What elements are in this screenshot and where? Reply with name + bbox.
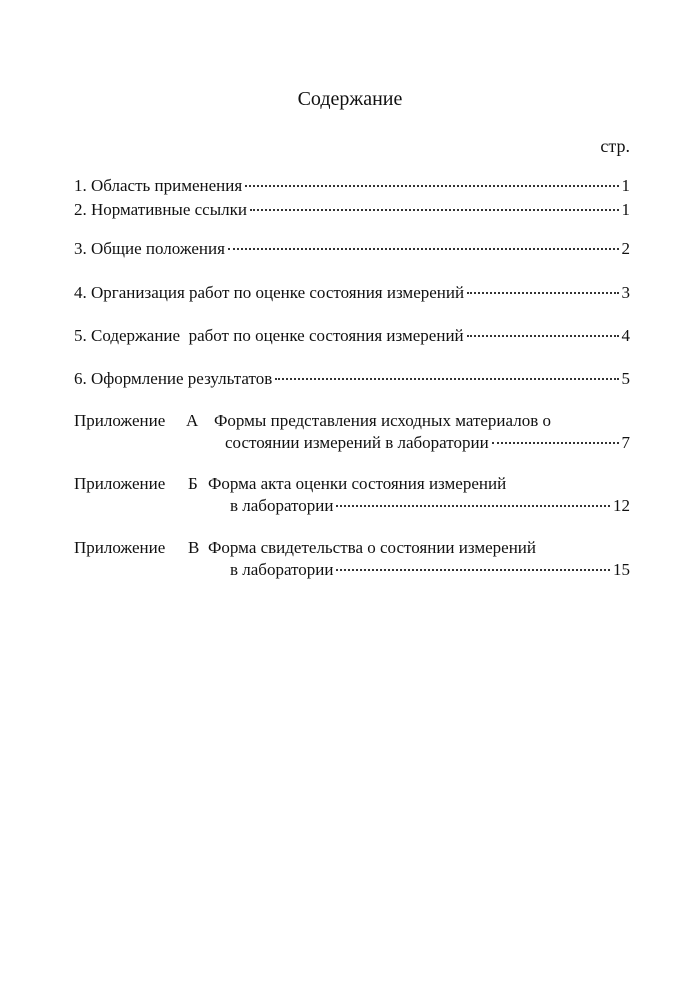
appendix-page: 15 <box>613 560 630 579</box>
appendix-page: 7 <box>621 433 630 452</box>
appendix-entry-continuation[interactable] <box>230 560 630 582</box>
appendix-letter: Б <box>188 474 198 493</box>
appendix-entry-continuation[interactable] <box>225 433 630 455</box>
appendix-letter: А <box>186 411 199 430</box>
appendix-entry-heading[interactable] <box>74 538 630 560</box>
appendix-title-line2: в лаборатории <box>230 560 334 579</box>
appendix-title-line1: Формы представления исходных материалов о <box>214 411 551 430</box>
dot-leader <box>467 335 619 337</box>
toc-entry[interactable] <box>74 283 630 305</box>
toc-entry[interactable] <box>74 239 630 261</box>
appendix-title-line1: Форма акта оценки состояния измерений <box>208 474 507 493</box>
appendix-letter: В <box>188 538 200 557</box>
dot-leader <box>336 569 610 571</box>
dot-leader <box>245 185 618 187</box>
toc-entry-page: 4 <box>621 326 630 345</box>
toc-entry-page: 2 <box>621 239 630 258</box>
toc-entry-page: 5 <box>621 369 630 388</box>
appendix-entry-heading[interactable] <box>74 411 630 433</box>
toc-entry-title: 5. Содержание работ по оценке состояния измерений <box>74 326 464 345</box>
toc-entry-title: 1. Область применения <box>74 176 243 195</box>
appendix-prefix: Приложение <box>74 474 166 493</box>
appendix-prefix: Приложение <box>74 411 166 430</box>
toc-entry-page: 1 <box>621 200 630 219</box>
appendix-title-line2: в лаборатории <box>230 496 334 515</box>
appendix-page: 12 <box>613 496 630 515</box>
toc-entry-page: 1 <box>621 176 630 195</box>
toc-entry-title: 6. Оформление результатов <box>74 369 273 388</box>
dot-leader <box>228 248 619 250</box>
toc-entry[interactable] <box>74 326 630 348</box>
toc-entry-title: 4. Организация работ по оценке состояния измерений <box>74 283 465 302</box>
dot-leader <box>492 442 619 444</box>
appendix-title-line2: состоянии измерений в лаборатории <box>225 433 489 452</box>
toc-entry[interactable] <box>74 369 630 391</box>
page-title: Содержание <box>297 88 403 110</box>
dot-leader <box>250 209 619 211</box>
toc-entry-title: 2. Нормативные ссылки <box>74 200 247 219</box>
appendix-title-line1: Форма свидетельства о состоянии измерений <box>208 538 536 557</box>
appendix-entry-heading[interactable] <box>74 474 630 496</box>
toc-entry-title: 3. Общие положения <box>74 239 225 258</box>
appendix-prefix: Приложение <box>74 538 166 557</box>
dot-leader <box>336 505 610 507</box>
dot-leader <box>275 378 618 380</box>
dot-leader <box>467 292 618 294</box>
toc-entry[interactable] <box>74 200 630 222</box>
toc-entry[interactable] <box>74 176 630 198</box>
page-column-label: стр. <box>600 136 630 156</box>
toc-entry-page: 3 <box>621 283 630 302</box>
appendix-entry-continuation[interactable] <box>230 496 630 518</box>
